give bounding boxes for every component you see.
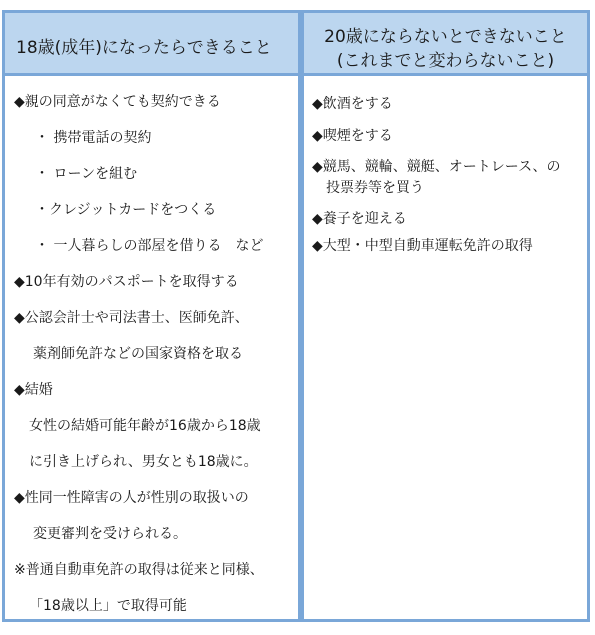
left-line: ・ 携帯電話の契約 [35,130,152,146]
left-line: ◆性同一性障害の人が性別の取扱いの [14,490,249,506]
right-line: ◆飲酒をする [312,96,393,112]
left-header-title: 18歳(成年)になったらできること [16,38,272,58]
left-line: ◆親の同意がなくても契約できる [14,94,221,110]
left-column [2,10,301,622]
left-line: ・ 一人暮らしの部屋を借りる など [35,238,264,254]
left-header [5,13,298,76]
right-line: ◆大型・中型自動車運転免許の取得 [312,238,533,254]
right-column [301,10,590,622]
left-line: に引き上げられ、男女とも18歳に。 [29,454,258,470]
left-line: 女性の結婚可能年齢が16歳から18歳 [29,418,261,434]
right-line: ◆競馬、競輪、競艇、オートレース、の [312,159,561,175]
left-line: ◆公認会計士や司法書士、医師免許、 [14,310,249,326]
right-line: 投票券等を買う [326,180,424,196]
right-header [304,13,587,76]
left-line: ・クレジットカードをつくる [35,202,217,218]
left-line: ◆結婚 [14,382,53,398]
right-header-subtitle: (これまでと変わらないこと) [336,51,555,71]
left-line: 変更審判を受けられる。 [33,526,187,542]
right-line: ◆喫煙をする [312,128,393,144]
left-line: ◆10年有効のパスポートを取得する [14,274,239,290]
left-line: ・ ローンを組む [35,166,138,182]
left-line: 薬剤師免許などの国家資格を取る [33,346,243,362]
right-header-title: 20歳にならないとできないこと [324,27,567,47]
comparison-table [2,10,590,622]
left-line: ※普通自動車免許の取得は従来と同様、 [14,562,264,578]
left-line: 「18歳以上」で取得可能 [29,598,187,614]
right-line: ◆養子を迎える [312,211,407,227]
